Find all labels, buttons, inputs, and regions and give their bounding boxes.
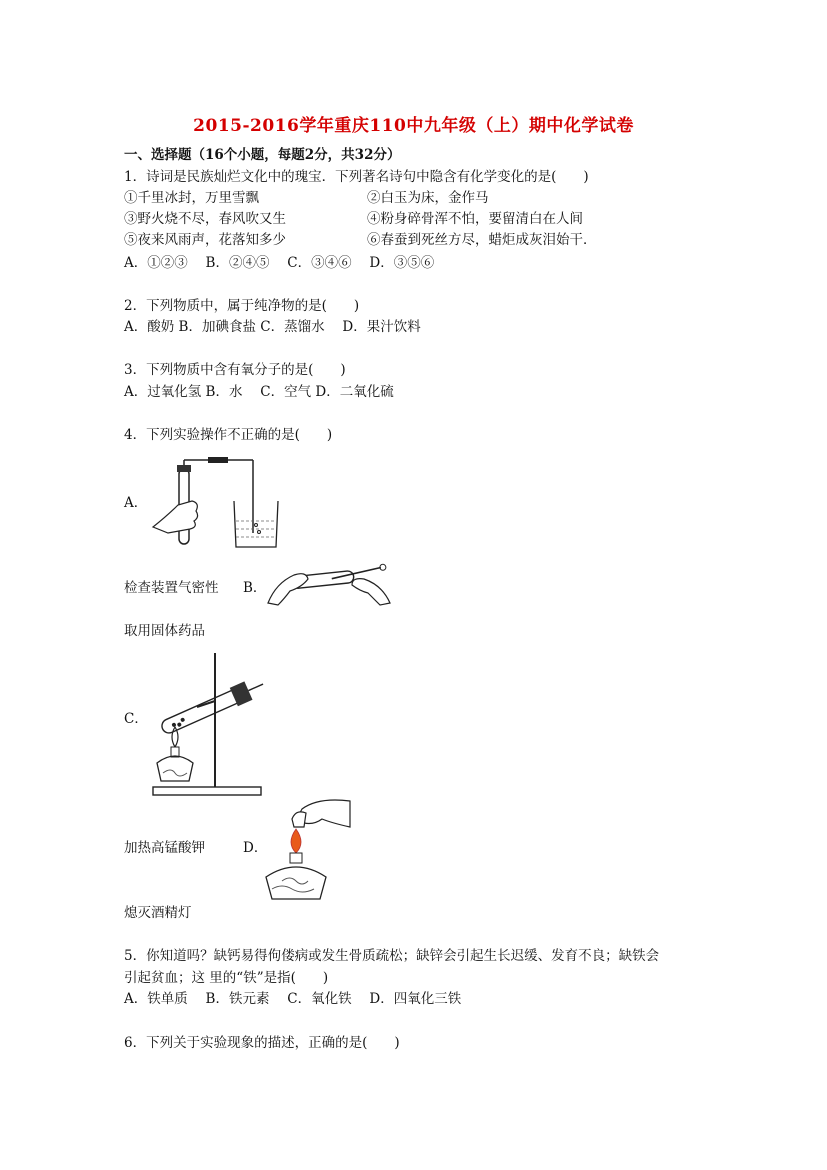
q3-choices: A．过氧化氢 B．水 C．空气 D．二氧化硫: [124, 384, 394, 400]
q5-choices: A．铁单质 B．铁元素 C．氧化铁 D．四氧化三铁: [124, 991, 462, 1007]
q1-option-5: ⑤夜来风雨声，花落知多少: [124, 232, 286, 248]
q4-option-a-caption: 检查装置气密性: [124, 580, 219, 596]
q1-stem: 1．诗词是民族灿烂文化中的瑰宝．下列著名诗句中隐含有化学变化的是( ): [124, 169, 589, 185]
section-heading: 一、选择题（16个小题，每题2分，共32分）: [124, 147, 401, 163]
extinguish-alcohol-lamp-figure: [262, 797, 354, 905]
q4-option-c-caption: 加热高锰酸钾: [124, 840, 205, 856]
q1-option-1: ①千里冰封，万里雪飘: [124, 190, 259, 206]
q2-choices: A．酸奶 B．加碘食盐 C．蒸馏水 D．果汁饮料: [124, 319, 421, 335]
page-title: 2015-2016学年重庆110中九年级（上）期中化学试卷: [193, 116, 634, 136]
q1-option-6: ⑥春蚕到死丝方尽，蜡炬成灰泪始干．: [367, 232, 597, 248]
q4-option-d-caption: 熄灭酒精灯: [124, 905, 192, 921]
solid-sampling-figure: [264, 553, 394, 609]
q4-stem: 4．下列实验操作不正确的是( ): [124, 427, 333, 443]
q1-option-2: ②白玉为床，金作马: [367, 190, 489, 206]
q5-stem-line-1: 5．你知道吗？缺钙易得佝偻病或发生骨质疏松；缺锌会引起生长迟缓、发育不良；缺铁会: [124, 948, 660, 964]
q5-stem-line-2: 引起贫血；这 里的“铁”是指( ): [124, 970, 329, 986]
q3-stem: 3．下列物质中含有氧分子的是( ): [124, 362, 346, 378]
q2-stem: 2．下列物质中，属于纯净物的是( ): [124, 298, 360, 314]
q4-option-a-label: A．: [124, 495, 148, 511]
q4-option-c-label: C．: [124, 711, 148, 727]
q6-stem: 6．下列关于实验现象的描述，正确的是( ): [124, 1035, 400, 1051]
q1-choices: A．①②③ B．②④⑤ C．③④⑥ D．③⑤⑥: [124, 255, 435, 271]
q1-option-4: ④粉身碎骨浑不怕，要留清白在人间: [367, 211, 583, 227]
q1-option-3: ③野火烧不尽，春风吹又生: [124, 211, 286, 227]
q4-option-b-caption: 取用固体药品: [124, 623, 205, 639]
airtightness-check-figure: [148, 455, 293, 550]
heating-potassium-permanganate-figure: [145, 651, 270, 801]
q4-option-d-label: D．: [243, 840, 268, 856]
q4-option-b-label: B．: [243, 580, 267, 596]
